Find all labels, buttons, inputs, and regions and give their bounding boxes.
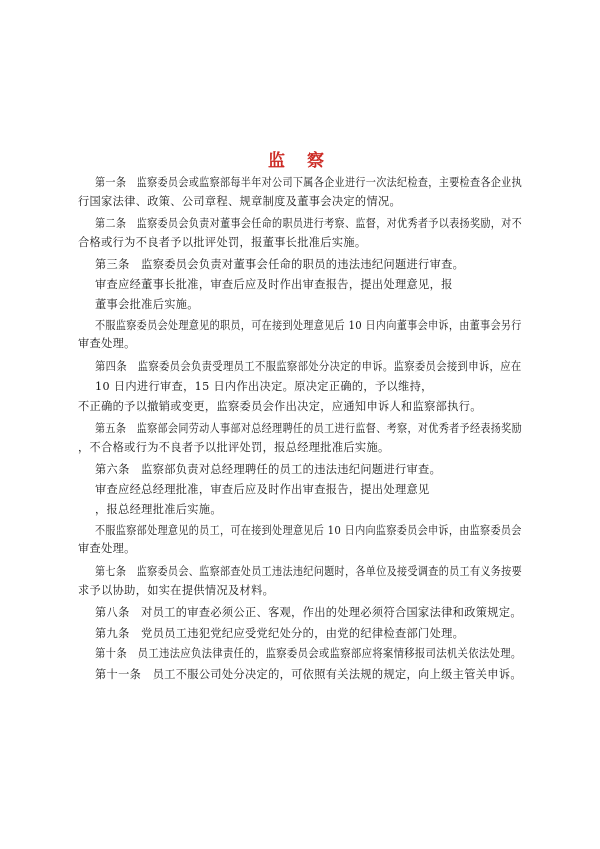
- text-line: 不服监察部处理意见的员工，可在接到处理意见后 10 日内向监察委员会申诉，由监察委员会: [95, 524, 522, 537]
- text-line: 第九条 党员员工违犯党纪应受党纪处分的，由党的纪律检查部门处理。: [95, 627, 465, 640]
- text-line: 董事会批准后实施。: [95, 298, 199, 311]
- text-line: 第六条 监察部负责对总经理聘任的员工的违法违纪问题进行审查。: [95, 463, 442, 476]
- text-line: 合格或行为不良者予以批评处罚，报董事长批准后实施。: [78, 236, 367, 249]
- text-line: 审查处理。: [78, 337, 136, 350]
- text-line: ，报总经理批准后实施。: [95, 503, 222, 516]
- text-line: 第七条 监察委员会、监察部查处员工违法违纪问题时，各单位及接受调查的员工有义务按要: [95, 565, 523, 578]
- text-line: 审查处理。: [78, 542, 136, 555]
- text-line: 不正确的予以撤销或变更，监察委员会作出决定，应通知申诉人和监察部执行。: [78, 400, 482, 413]
- text-line: 审查应经董事长批准，审查后应及时作出审查报告，提出处理意见，报: [95, 278, 453, 291]
- text-line: 第五条 监察部会同劳动人事部对总经理聘任的员工进行监督、考察，对优秀者予经表扬奖励: [95, 422, 523, 435]
- text-line: 第十一条 员工不服公司处分决定的，可依照有关法规的规定，向上级主管关申诉。: [95, 668, 522, 681]
- text-line: 行国家法律、政策、公司章程、规章制度及董事会决定的情况。: [78, 195, 402, 208]
- text-line: 第十条 员工违法应负法律责任的，监察委员会或监察部应将案情移报司法机关依法处理。: [95, 647, 522, 660]
- text-line: 10 日内进行审查，15 日内作出决定。原决定正确的，予以维持，: [95, 380, 433, 393]
- text-line: 不服监察委员会处理意见的职员，可在接到处理意见后 10 日内向董事会申诉，由董事会另行: [95, 319, 522, 332]
- text-line: 第四条 监察委员会负责受理员工不服监察部处分决定的申诉。监察委员会接到申诉，应在: [95, 360, 522, 373]
- text-line: 第三条 监察委员会负责对董事会任命的职员的违法违纪问题进行审查。: [95, 258, 465, 271]
- text-line: 第二条 监察委员会负责对董事会任命的职员进行考察、监督，对优秀者予以表扬奖励，对不: [95, 217, 523, 230]
- text-line: 第一条 监察委员会或监察部每半年对公司下属各企业进行一次法纪检查，主要检查各企业执: [95, 176, 523, 189]
- text-line: ，不合格或行为不良者予以批评处罚，报总经理批准后实施。: [78, 441, 390, 454]
- text-line: 第八条 对员工的审查必须公正、客观，作出的处理必须符合国家法律和政策规定。: [95, 606, 522, 619]
- page-title: 监 察: [268, 151, 332, 171]
- text-line: 审查应经总经理批准，审查后应及时作出审查报告，提出处理意见: [95, 483, 430, 496]
- text-line: 求予以协助，如实在提供情况及材料。: [78, 584, 275, 597]
